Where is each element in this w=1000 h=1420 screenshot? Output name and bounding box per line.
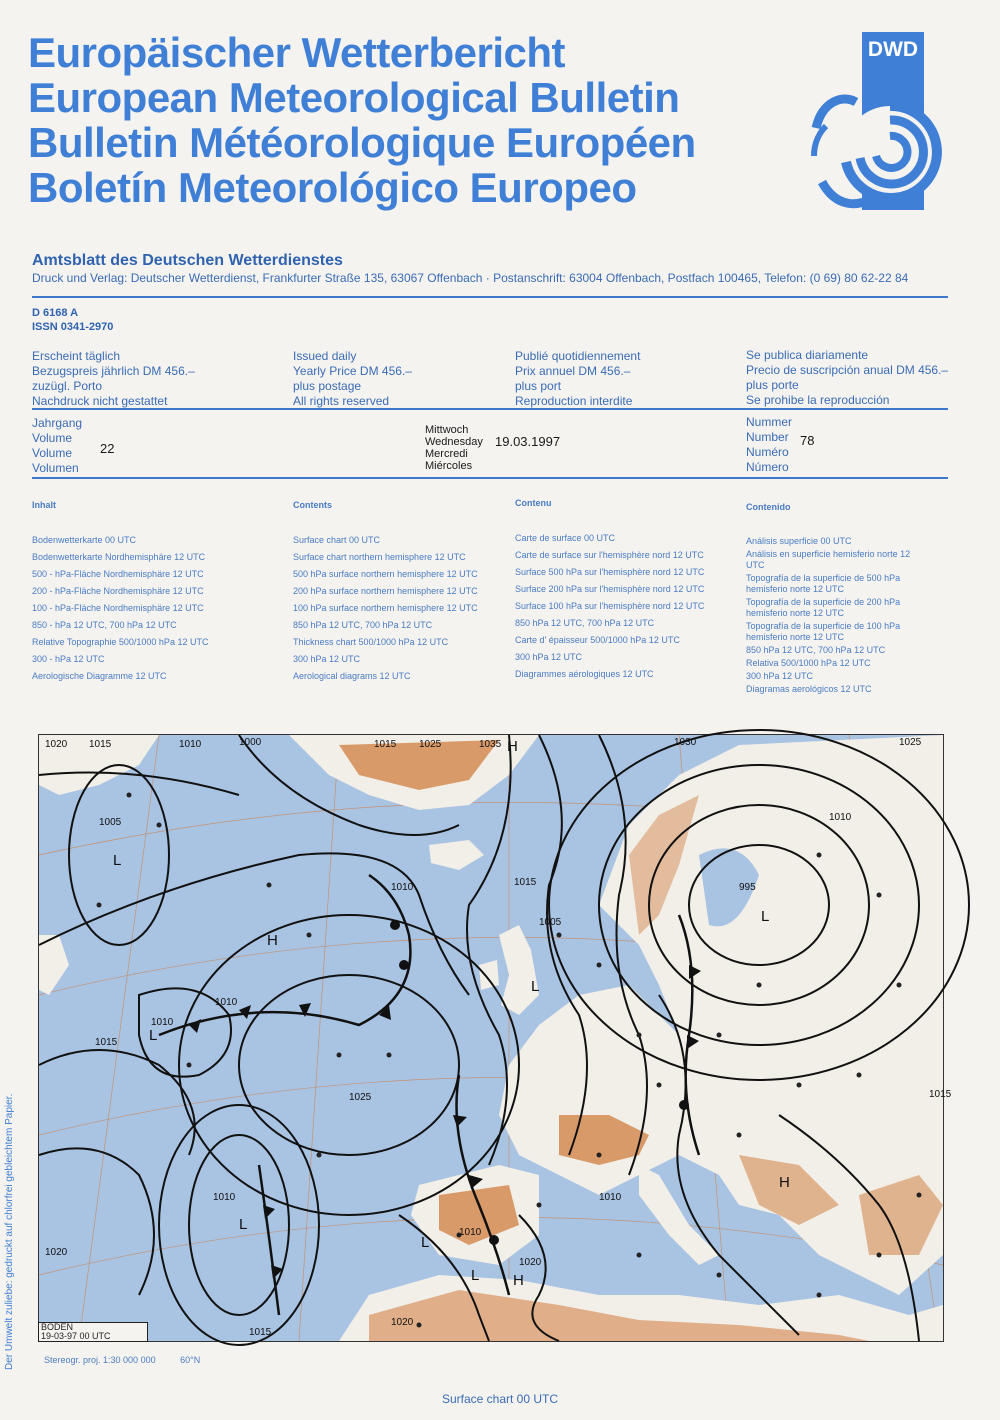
contents-item: Carte de surface sur l'hemisphère nord 12 UTC: [515, 550, 704, 560]
environment-note: [2, 1030, 16, 1380]
isobar-label: 1020: [391, 1317, 414, 1328]
divider: [32, 296, 948, 298]
volume-label: Jahrgang: [32, 416, 83, 430]
pub-line: Se publica diariamente: [746, 348, 869, 362]
pub-line: Bezugspreis jährlich DM 456.–: [32, 364, 195, 378]
isobar-label: 1010: [213, 1192, 236, 1203]
pressure-center: L: [531, 978, 540, 995]
contents-heading: Contents: [293, 500, 332, 510]
contents-item: Diagrammes aérologiques 12 UTC: [515, 669, 654, 679]
contents-item: 500 hPa surface northern hemisphere 12 UTC: [293, 569, 478, 579]
weekday-label: Mercredi: [425, 448, 468, 460]
contents-item: 200 - hPa-Fläche Nordhemisphäre 12 UTC: [32, 586, 204, 596]
publication-info-en: [293, 349, 412, 409]
pub-line: Prix annuel DM 456.–: [515, 364, 631, 378]
pressure-center: L: [149, 1027, 158, 1044]
isobar-label: 1010: [599, 1192, 622, 1203]
volume-number: 22: [100, 441, 115, 456]
number-label: Nummer: [746, 415, 793, 429]
contents-item: 850 - hPa 12 UTC, 700 hPa 12 UTC: [32, 620, 177, 630]
pressure-center: H: [267, 932, 278, 949]
divider: [32, 408, 948, 410]
pressure-center: H: [779, 1174, 790, 1191]
number-label: Number: [746, 430, 789, 444]
title-en: European Meteorological Bulletin: [28, 74, 680, 121]
isobar-label: 1025: [899, 737, 922, 748]
pub-line: Yearly Price DM 456.–: [293, 364, 412, 378]
pub-line: Erscheint täglich: [32, 349, 121, 363]
pressure-center: L: [761, 908, 770, 925]
number-label: Número: [746, 460, 789, 474]
pub-line: Issued daily: [293, 349, 357, 363]
environment-note-text: Der Umwelt zuliebe: gedruckt auf chlorfrei gebleichtem Papier.: [4, 1093, 15, 1370]
contents-item: 100 hPa surface northern hemisphere 12 UTC: [293, 603, 478, 613]
isobar-label: 1010: [829, 812, 852, 823]
pressure-center: L: [239, 1216, 248, 1233]
isobar-label: 1015: [374, 739, 397, 750]
pub-line: All rights reserved: [293, 394, 390, 408]
issue-number: 78: [800, 433, 815, 448]
surface-weather-map: [38, 734, 952, 1342]
isobar-label: 1015: [929, 1089, 952, 1100]
pub-line: zuzügl. Porto: [32, 379, 103, 393]
pub-line: Reproduction interdite: [515, 394, 633, 408]
contents-item: 850 hPa 12 UTC, 700 hPa 12 UTC: [515, 618, 655, 628]
pressure-center: H: [513, 1272, 524, 1289]
isobar-label: 1010: [179, 739, 202, 750]
volume-label: Volume: [32, 446, 73, 460]
official-gazette-label: Amtsblatt des Deutschen Wetterdienstes: [32, 252, 343, 269]
volume-label: Volume: [32, 431, 73, 445]
contents-item: Surface chart 00 UTC: [293, 535, 381, 545]
dwd-logo: [812, 32, 924, 210]
contents-item: 850 hPa 12 UTC, 700 hPa 12 UTC: [746, 645, 886, 655]
isobar-label: 1025: [349, 1092, 372, 1103]
contents-item: Aerologische Diagramme 12 UTC: [32, 671, 167, 681]
contents-heading: Contenu: [515, 498, 552, 508]
isobar-label: 1020: [519, 1257, 542, 1268]
stamp-line: 19-03-97 00 UTC: [41, 1331, 111, 1341]
pressure-center: L: [421, 1234, 430, 1251]
contents-item: Carte de surface 00 UTC: [515, 533, 616, 543]
contents-item: Relativa 500/1000 hPa 12 UTC: [746, 658, 871, 668]
contents-item: Surface 500 hPa sur l'hemisphère nord 12 UTC: [515, 567, 705, 577]
catalog-code: D 6168 A: [32, 307, 79, 319]
contents-item: Topografía de la superficie de 500 hPa hemisferio norte 12 UTC: [746, 573, 901, 594]
isobar-label: 1015: [89, 739, 112, 750]
pressure-center: H: [507, 738, 518, 755]
isobar-label: 1005: [99, 817, 122, 828]
contents-item: 300 hPa 12 UTC: [293, 654, 361, 664]
map-caption: Surface chart 00 UTC: [441, 1392, 559, 1406]
pub-line: plus port: [515, 379, 562, 393]
contents-heading: Contenido: [746, 502, 791, 512]
isobar-label: 995: [739, 882, 756, 893]
weekday-labels: [425, 424, 483, 472]
contents-item: 850 hPa 12 UTC, 700 hPa 12 UTC: [293, 620, 433, 630]
issn: ISSN 0341-2970: [32, 321, 114, 333]
projection-latitude: 60°N: [180, 1355, 201, 1365]
number-label: Numéro: [746, 445, 789, 459]
divider: [32, 477, 948, 479]
contents-item: Surface chart northern hemisphere 12 UTC: [293, 552, 466, 562]
contents-item: Surface 100 hPa sur l'hemisphère nord 12 UTC: [515, 601, 705, 611]
contents-item: Aerological diagrams 12 UTC: [293, 671, 411, 681]
publication-info-es: [746, 348, 948, 408]
title-es: Boletín Meteorológico Europeo: [28, 164, 637, 211]
publisher-info: Druck und Verlag: Deutscher Wetterdienst, Frankfurter Straße 135, 63067 Offenbach · Postanschrift: 63004 Offenbach, Postfach 100465, Telefon: (0 69) 80 62-22 84: [32, 271, 909, 285]
isobar-label: 1035: [479, 739, 502, 750]
weekday-label: Mittwoch: [425, 424, 469, 436]
stamp-line: BODEN: [41, 1322, 74, 1332]
publication-info-fr: [515, 349, 640, 409]
pub-line: Nachdruck nicht gestattet: [32, 394, 168, 408]
isobar-label: 1010: [391, 882, 414, 893]
dwd-logo-text: DWD: [867, 38, 919, 61]
pub-line: Publié quotidiennement: [515, 349, 641, 363]
isobar-label: 1015: [249, 1327, 272, 1338]
contents-es: [746, 502, 921, 697]
contents-item: Bodenwetterkarte Nordhemisphäre 12 UTC: [32, 552, 206, 562]
contents-item: 300 hPa 12 UTC: [746, 671, 814, 681]
issue-date: 19.03.1997: [495, 434, 561, 449]
contents-item: Surface 200 hPa sur l'hemisphère nord 12 UTC: [515, 584, 705, 594]
isobar-label: 1020: [45, 739, 68, 750]
projection-scale: Stereogr. proj. 1:30 000 000: [44, 1355, 156, 1365]
pressure-center: L: [113, 852, 122, 869]
contents-item: Topografía de la superficie de 100 hPa hemisferio norte 12 UTC: [746, 621, 901, 642]
pub-line: plus postage: [293, 379, 362, 393]
title-de: Europäischer Wetterbericht: [28, 29, 566, 76]
chart-stamp: [38, 1322, 148, 1342]
pub-line: plus porte: [746, 378, 799, 392]
publication-info-de: [32, 349, 195, 409]
contents-item: Análisis en superficie hemisferio norte 12 UTC: [746, 549, 911, 570]
volume-label: Volumen: [32, 461, 79, 475]
weekday-label: Wednesday: [425, 436, 483, 448]
contents-item: 500 - hPa-Fläche Nordhemisphäre 12 UTC: [32, 569, 204, 579]
contents-heading: Inhalt: [32, 500, 56, 510]
isobar-label: 1010: [215, 997, 238, 1008]
contents-item: 100 - hPa-Fläche Nordhemisphäre 12 UTC: [32, 603, 204, 613]
weekday-label: Miércoles: [425, 460, 473, 472]
contents-item: Bodenwetterkarte 00 UTC: [32, 535, 137, 545]
contents-item: Relative Topographie 500/1000 hPa 12 UTC: [32, 637, 209, 647]
isobar-label: 1000: [239, 737, 262, 748]
isobar-label: 1025: [419, 739, 442, 750]
contents-item: Topografía de la superficie de 200 hPa hemisferio norte 12 UTC: [746, 597, 901, 618]
contents-en: [293, 497, 478, 685]
isobar-label: 1015: [514, 877, 537, 888]
pressure-center: L: [471, 1267, 480, 1284]
contents-item: 200 hPa surface northern hemisphere 12 UTC: [293, 586, 478, 596]
projection-info: [44, 1355, 200, 1365]
contents-item: Diagramas aerológicos 12 UTC: [746, 684, 872, 694]
contents-de: [32, 497, 208, 685]
isobar-label: 1010: [151, 1017, 174, 1028]
volume-labels: [32, 416, 82, 476]
contents-item: Análisis superficie 00 UTC: [746, 536, 852, 546]
contents-fr: [515, 495, 704, 683]
weather-map-drawing: [39, 735, 952, 1341]
title-block: [28, 30, 696, 210]
pub-line: Precio de suscripción anual DM 456.–: [746, 363, 949, 377]
number-labels: [746, 415, 792, 475]
contents-item: Carte d' épaisseur 500/1000 hPa 12 UTC: [515, 635, 680, 645]
isobar-label: 1030: [674, 737, 697, 748]
contents-item: 300 hPa 12 UTC: [515, 652, 583, 662]
isobar-label: 1020: [45, 1247, 68, 1258]
pub-line: Se prohibe la reproducción: [746, 393, 890, 407]
isobar-label: 1005: [539, 917, 562, 928]
isobar-label: 1015: [95, 1037, 118, 1048]
title-fr: Bulletin Météorologique Européen: [28, 119, 696, 166]
contents-item: Thickness chart 500/1000 hPa 12 UTC: [293, 637, 449, 647]
contents-item: 300 - hPa 12 UTC: [32, 654, 105, 664]
isobar-label: 1010: [459, 1227, 482, 1238]
